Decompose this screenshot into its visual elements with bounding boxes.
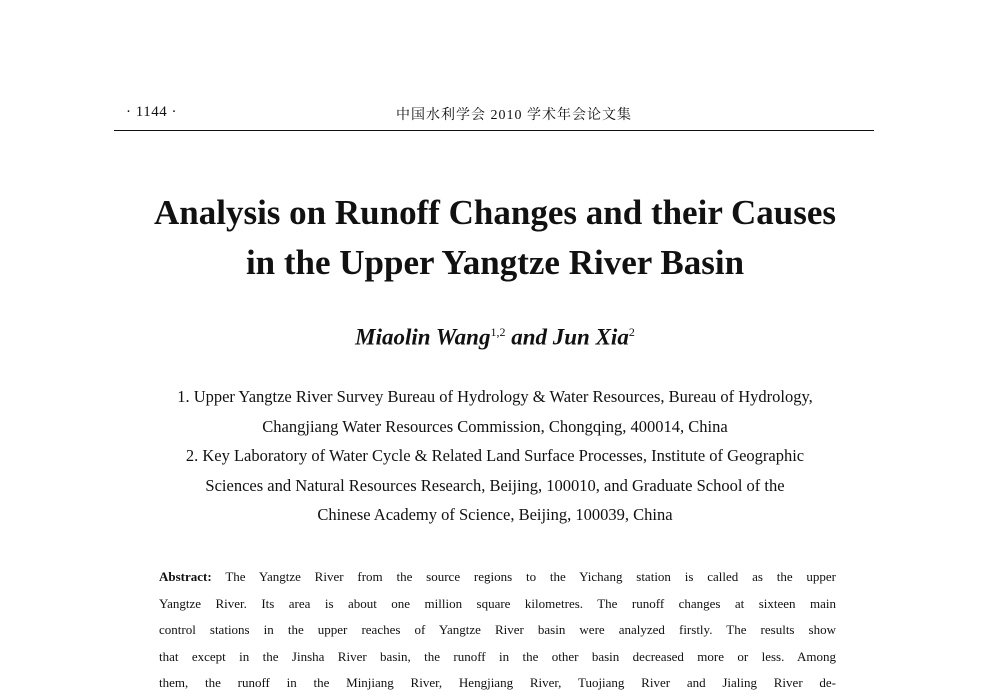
abstract-text: The Yangtze River from the source regions to the Yichang station is called as the upper <box>225 569 837 584</box>
author-1-name: Miaolin Wang <box>355 324 491 350</box>
journal-title: 中国水利学会 2010 学术年会论文集 <box>396 108 632 123</box>
abstract-line: Yangtze River. Its area is about one million square kilometres. The runoff changes at sixteen main <box>159 595 836 611</box>
running-header <box>114 104 874 128</box>
title-line-2: in the Upper Yangtze River Basin <box>245 243 745 282</box>
author-1-affiliation-marks: 1,2 <box>490 325 506 339</box>
author-2-affiliation-marks: 2 <box>628 325 635 339</box>
abstract-label: Abstract: <box>159 569 212 584</box>
author-list <box>200 316 790 354</box>
affiliation-line: 2. Key Laboratory of Water Cycle & Related Land Surface Processes, Institute of Geographic <box>185 446 805 465</box>
affiliation-line: 1. Upper Yangtze River Survey Bureau of Hydrology & Water Resources, Bureau of Hydrology, <box>177 387 813 406</box>
affiliations <box>100 382 890 530</box>
abstract-line: that except in the Jinsha River basin, the runoff in the other basin decreased more or less. Among <box>159 648 836 664</box>
title-line-1: Analysis on Runoff Changes and their Causes <box>153 193 836 232</box>
abstract <box>159 564 836 697</box>
affiliation-line: Chinese Academy of Science, Beijing, 100039, China <box>317 505 673 524</box>
abstract-line: them, the runoff in the Minjiang River, Hengjiang River, Tuojiang River and Jialing River de- <box>159 675 836 690</box>
author-2-name: and Jun Xia <box>511 324 629 350</box>
affiliation-line: Changjiang Water Resources Commission, Chongqing, 400014, China <box>262 416 728 436</box>
abstract-line-1 <box>159 564 836 591</box>
affiliation-line: Sciences and Natural Resources Research, Beijing, 100010, and Graduate School of the <box>205 475 785 495</box>
page-number: · 1144 · <box>126 104 177 120</box>
abstract-line: control stations in the upper reaches of Yangtze River basin were analyzed firstly. The results show <box>159 622 836 637</box>
header-rule <box>114 130 874 131</box>
paper-title <box>60 188 930 288</box>
